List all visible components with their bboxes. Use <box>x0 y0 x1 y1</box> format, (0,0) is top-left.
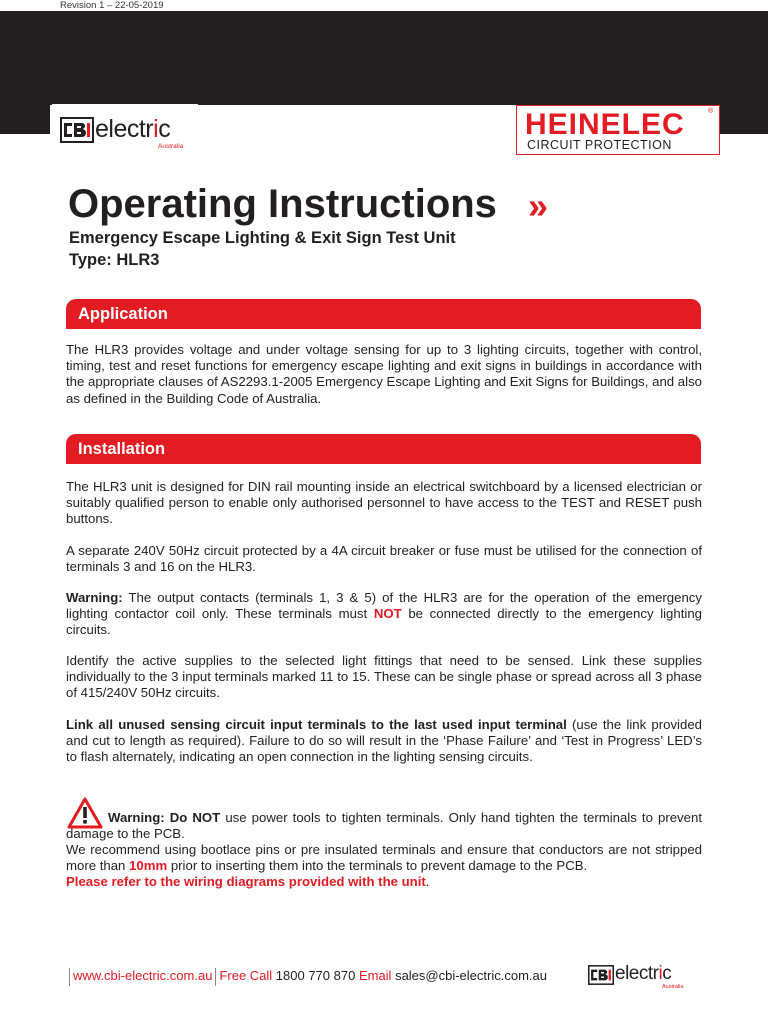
header-band <box>0 11 768 105</box>
email-link[interactable]: sales@cbi-electric.com.au <box>391 968 547 983</box>
wiring-diagram-note: Please refer to the wiring diagrams provided with the unit. <box>66 874 430 889</box>
cbi-logo-subtitle: Australia <box>662 984 684 990</box>
bootlace-recommendation: We recommend using bootlace pins or pre insulated terminals and ensure that conductors are not stripped more than 10mm prior to inserting them into the terminals to prevent damage to the PCB. <box>66 842 702 874</box>
cbi-logo-wordmark: electric <box>615 963 672 984</box>
cbi-logo-wordmark: electric <box>95 115 171 143</box>
phone-number[interactable]: 1800 770 870 <box>272 968 356 983</box>
application-text: The HLR3 provides voltage and under voltage sensing for up to 3 lighting circuits, together with control, timing, test and reset functions for emergency escape lighting and exit signs in buildings in accordance with the appropriate clauses of AS2293.1-2005 Emergency Escape Lighting and Exit Signs for Buildings, and also as defined in the Building Code of Australia. <box>66 342 702 406</box>
cbi-logo-mark-icon <box>588 965 614 985</box>
page-subtitle: Emergency Escape Lighting & Exit Sign Test Unit <box>69 229 456 247</box>
cbi-logo-subtitle: Australia <box>158 143 184 150</box>
installation-paragraph-5: Link all unused sensing circuit input terminals to the last used input terminal (use the link provided and cut to length as required). Failure to do so will result in the ‘Phase Failure’ and ‘Test in Progress’ LED’s to flash alternately, indicating an open connection in the lighting sensing circuits. <box>66 717 702 765</box>
free-call-label: Free Call <box>219 968 273 983</box>
installation-paragraph-2: A separate 240V 50Hz circuit protected by a 4A circuit breaker or fuse must be utilised for the connection of terminals 3 and 16 on the HLR3. <box>66 543 702 575</box>
website-link[interactable]: www.cbi-electric.com.au <box>73 968 213 983</box>
power-tools-warning: Warning: Do NOT use power tools to tighten terminals. Only hand tighten the terminals to prevent damage to the PCB. <box>66 810 702 842</box>
heinelec-logo-subtitle: CIRCUIT PROTECTION <box>527 138 672 152</box>
cbi-logo-mark-icon <box>60 117 94 143</box>
registered-mark: ® <box>708 108 714 115</box>
email-label: Email <box>355 968 392 983</box>
footer-contact-bar <box>66 966 586 988</box>
installation-paragraph-1: The HLR3 unit is designed for DIN rail mounting inside an electrical switchboard by a licensed electrician or suitably qualified person to enable only authorised personnel to have access to the TEST and RESET push buttons. <box>66 479 702 527</box>
revision-label: Revision 1 – 22-05-2019 <box>60 0 164 11</box>
heinelec-logo-name: HEINELEC <box>525 108 685 141</box>
footer-cbi-logo <box>586 962 696 996</box>
installation-paragraph-4: Identify the active supplies to the selected light fittings that need to be sensed. Link these supplies individually to the 3 input terminals marked 11 to 15. These can be single phase or spread across all 3 phase of 415/240V 50Hz circuits. <box>66 653 702 701</box>
section-header-installation <box>66 434 701 464</box>
section-title: Installation <box>78 440 166 458</box>
installation-warning-paragraph: Warning: The output contacts (terminals 1, 3 & 5) of the HLR3 are for the operation of the emergency lighting contactor coil only. These terminals must NOT be connected directly to the emergency lighting circuits. <box>66 590 702 638</box>
section-header-application <box>66 299 701 329</box>
double-chevron-icon: » <box>528 185 549 226</box>
product-type: Type: HLR3 <box>69 251 160 269</box>
section-title: Application <box>78 305 168 323</box>
page-title: Operating Instructions <box>68 182 497 226</box>
cbi-electric-logo <box>52 104 198 154</box>
heinelec-logo <box>516 105 720 155</box>
